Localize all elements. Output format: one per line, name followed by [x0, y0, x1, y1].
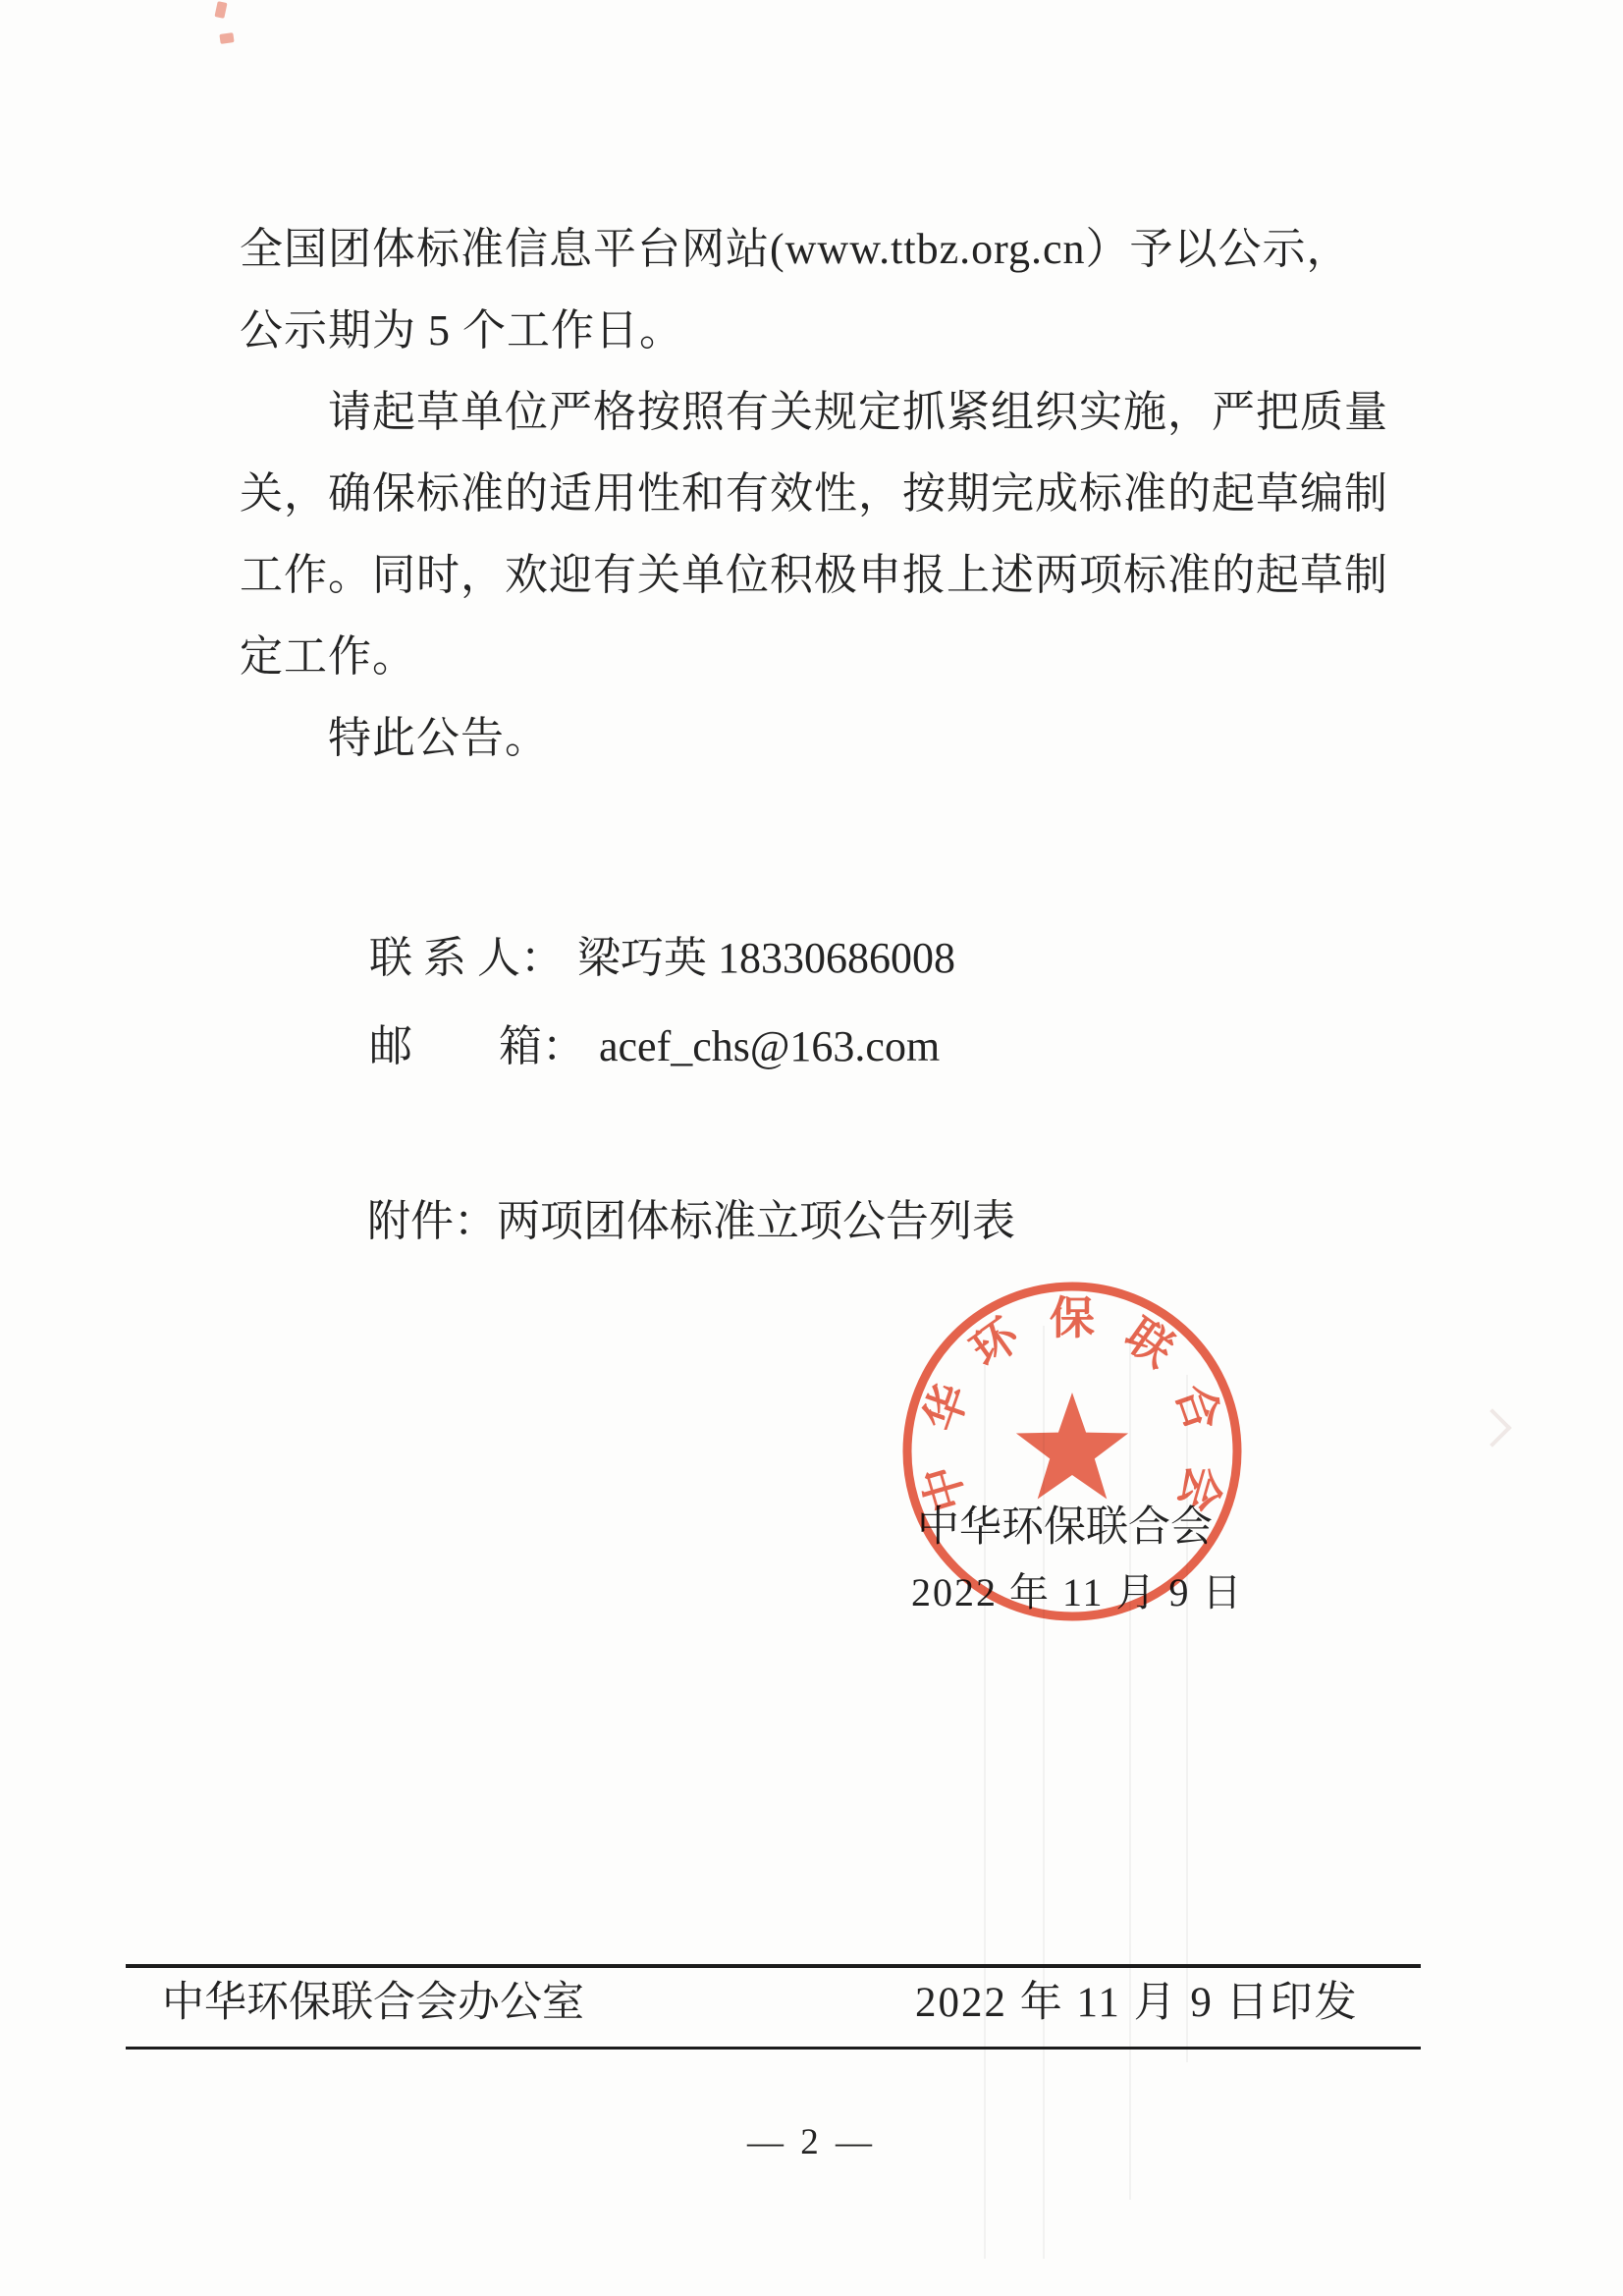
scan-streak [1043, 1326, 1045, 2259]
scan-artifact-red-mark [214, 1, 227, 19]
footer-issuing-office: 中华环保联合会办公室 [162, 1980, 584, 2026]
signature-date: 2022 年 11 月 9 日 [911, 1570, 1244, 1614]
seal-star-icon [1016, 1393, 1128, 1500]
scan-streak [1186, 1375, 1188, 2062]
seal-arc-text: 中华环保联合会 [913, 1292, 1231, 1517]
scan-streak [984, 1365, 986, 2259]
signature-org: 中华环保联合会 [917, 1504, 1213, 1551]
contact-email-line [326, 982, 940, 1112]
attachment-title: 两项团体标准立项公告列表 [497, 1197, 1015, 1245]
contact-email-label: 邮 箱： [369, 1022, 585, 1070]
body-line: 全国团体标准信息平台网站(www.ttbz.org.cn）予以公示， [240, 225, 1351, 273]
attachment-label: 附件： [367, 1197, 497, 1245]
body-line: 工作。同时，欢迎有关单位积极申报上述两项标准的起草制 [240, 551, 1388, 599]
scan-streak [1129, 1336, 1131, 2200]
body-line: 公示期为 5 个工作日。 [240, 306, 683, 355]
body-line: 关，确保标准的适用性和有效性，按期完成标准的起草编制 [240, 469, 1388, 518]
contact-email-value: acef_chs@163.com [599, 1022, 941, 1070]
attachment-line [324, 1157, 1015, 1286]
footer-print-date: 2022 年 11 月 9 日印发 [915, 1980, 1359, 2026]
footer-rule-top [126, 1964, 1421, 1968]
body-line: 特此公告。 [328, 714, 549, 762]
page-number: — 2 — [747, 2122, 876, 2162]
body-line: 定工作。 [240, 632, 416, 681]
svg-text:中华环保联合会 [914, 1293, 1230, 1517]
footer-rule-bottom [126, 2047, 1421, 2050]
contact-person-label: 联 系 人： [369, 934, 564, 982]
scan-artifact-red-mark [219, 32, 234, 44]
contact-person-value: 梁巧英 18330686008 [577, 934, 955, 982]
scan-artifact-chevron [1473, 1408, 1512, 1448]
body-line: 请起草单位严格按照有关规定抓紧组织实施，严把质量 [328, 388, 1388, 436]
